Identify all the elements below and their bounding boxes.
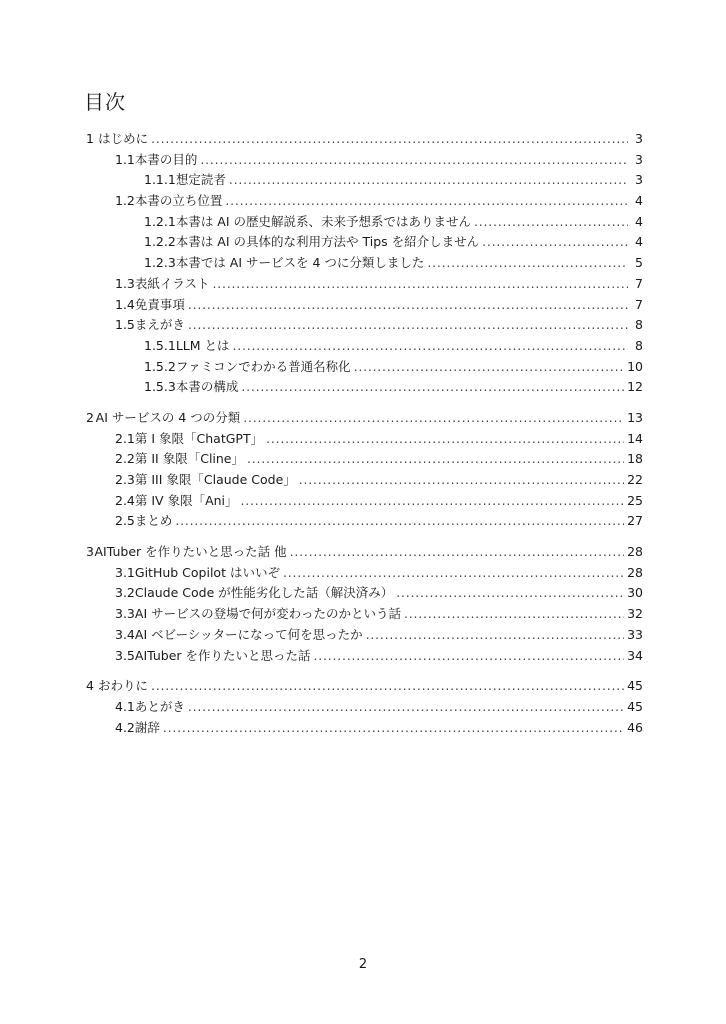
toc-entry-title: 本書の目的 [134, 151, 198, 167]
toc-entry-title: 謝辞 [134, 719, 160, 735]
toc-entry-number: 4.2 [115, 719, 135, 735]
toc-leader-dots [482, 232, 628, 253]
toc-entry-title: 免責事項 [134, 296, 185, 312]
toc-leader-dots [225, 191, 628, 212]
toc-entry[interactable] [86, 377, 643, 398]
toc-entry-title: 第 IV 象限「Ani」 [134, 492, 238, 508]
toc-leader-dots [283, 563, 624, 584]
toc-leader-dots [151, 676, 624, 697]
toc-entry-title: 想定読者 [175, 172, 226, 188]
toc-leader-dots [354, 357, 625, 378]
toc-entry[interactable] [86, 357, 643, 378]
toc-leader-dots [241, 377, 624, 398]
toc-entry-number: 1.2.3 [144, 255, 176, 271]
toc-leader-dots [314, 646, 625, 667]
toc-entry-page: 3 [635, 172, 643, 188]
toc-leader-dots [163, 718, 624, 739]
toc-entry-number: 1 [86, 131, 94, 146]
toc-entry-page: 25 [627, 492, 643, 508]
toc-entry-page: 3 [635, 131, 643, 146]
toc-entry-number: 1.5.1 [144, 337, 176, 353]
table-of-contents [86, 129, 643, 738]
toc-entry-page: 33 [627, 626, 643, 642]
toc-entry[interactable] [86, 274, 643, 295]
toc-entry-title: まとめ [134, 513, 173, 529]
toc-entry[interactable] [86, 429, 643, 450]
toc-entry-page: 45 [627, 678, 643, 694]
toc-leader-dots [188, 315, 628, 336]
toc-entry-title: 本書の立ち位置 [134, 193, 223, 209]
toc-entry[interactable] [86, 253, 643, 274]
toc-entry-title: AI サービスの登場で何が変わったのかという話 [134, 606, 401, 622]
toc-leader-dots [290, 542, 624, 563]
toc-entry-page: 46 [627, 719, 643, 735]
toc-entry[interactable] [86, 542, 643, 563]
toc-entry-number: 1.1 [115, 151, 135, 167]
toc-entry-number: 1.2.1 [144, 213, 176, 229]
toc-entry[interactable] [86, 170, 643, 191]
toc-entry-number: 1.1.1 [144, 172, 176, 188]
toc-entry-number: 1.5.3 [144, 379, 176, 395]
toc-entry-number: 2.2 [115, 451, 135, 467]
toc-entry-number: 2 [86, 409, 94, 425]
toc-entry-page: 5 [635, 255, 643, 271]
toc-entry[interactable] [86, 563, 643, 584]
toc-entry-title: ファミコンでわかる普通名称化 [175, 358, 351, 374]
toc-leader-dots [188, 295, 628, 316]
toc-entry[interactable] [86, 625, 643, 646]
toc-entry-title: LLM とは [175, 337, 230, 353]
toc-entry-page: 22 [627, 472, 643, 487]
toc-entry-page: 14 [627, 430, 643, 446]
toc-entry-number: 1.2.2 [144, 234, 176, 250]
toc-entry-title: AI ベビーシッターになって何を思ったか [134, 626, 363, 642]
toc-entry-number: 1.5.2 [144, 358, 176, 374]
toc-entry-number: 1.4 [115, 296, 135, 312]
toc-entry-number: 2.5 [115, 513, 135, 529]
toc-entry-page: 12 [627, 379, 643, 395]
toc-entry-page: 27 [627, 513, 643, 529]
toc-entry-title: あとがき [134, 698, 185, 714]
toc-leader-dots [213, 274, 628, 295]
toc-entry[interactable] [86, 212, 643, 233]
toc-entry-title: おわりに [98, 678, 149, 694]
toc-leader-dots [366, 625, 624, 646]
toc-entry-number: 3 [86, 544, 94, 560]
toc-entry-number: 4 [86, 678, 94, 694]
toc-entry-page: 4 [635, 193, 643, 209]
page-number: 2 [358, 957, 368, 972]
toc-entry-page: 7 [635, 296, 643, 312]
toc-entry-number: 3.1 [115, 564, 135, 580]
toc-entry-title: AITuber を作りたいと思った話 [134, 647, 311, 663]
toc-entry-page: 8 [635, 317, 643, 333]
toc-entry[interactable] [86, 718, 643, 739]
toc-entry-number: 2.4 [115, 492, 135, 508]
toc-entry-number: 4.1 [115, 698, 135, 714]
toc-entry-page: 28 [627, 544, 643, 560]
toc-entry-number: 3.5 [115, 647, 135, 663]
toc-entry[interactable] [86, 232, 643, 253]
toc-entry-title: 第 II 象限「Cline」 [134, 451, 244, 467]
toc-entry[interactable] [86, 408, 643, 429]
toc-entry-title: 本書の構成 [175, 379, 239, 395]
toc-entry-title: GitHub Copilot はいいぞ [134, 564, 280, 580]
toc-entry-number: 1.5 [115, 317, 135, 333]
toc-leader-dots [188, 697, 624, 718]
toc-entry-title: 本書は AI の歴史解説系、未来予想系ではありません [175, 213, 471, 229]
toc-entry[interactable] [86, 470, 643, 491]
toc-entry[interactable] [86, 449, 643, 470]
toc-leader-dots [299, 470, 624, 491]
toc-entry-page: 18 [627, 451, 643, 467]
toc-entry-page: 4 [635, 213, 643, 229]
toc-entry[interactable] [86, 315, 643, 336]
toc-entry-page: 4 [635, 234, 643, 250]
toc-entry-page: 34 [627, 647, 643, 663]
toc-leader-dots [175, 511, 624, 532]
toc-entry[interactable] [86, 604, 643, 625]
toc-entry[interactable] [86, 336, 643, 357]
toc-entry[interactable] [86, 191, 643, 212]
toc-entry[interactable] [86, 150, 643, 171]
toc-entry[interactable] [86, 583, 643, 604]
toc-entry-title: Claude Code が性能劣化した話（解決済み） [134, 585, 394, 601]
toc-entry-page: 8 [635, 337, 643, 353]
toc-leader-dots [229, 170, 628, 191]
toc-entry-page: 28 [627, 564, 643, 580]
toc-entry[interactable] [86, 129, 643, 150]
toc-entry-page: 10 [627, 358, 643, 374]
toc-entry-title: まえがき [134, 317, 185, 333]
toc-entry-number: 3.2 [115, 585, 135, 601]
toc-entry[interactable] [86, 295, 643, 316]
toc-entry-number: 2.3 [115, 472, 135, 487]
toc-entry-page: 3 [635, 151, 643, 167]
toc-entry[interactable] [86, 646, 643, 667]
toc-entry-number: 3.4 [115, 626, 135, 642]
toc-entry-title: 表紙イラスト [134, 275, 210, 291]
toc-leader-dots [396, 583, 624, 604]
toc-leader-dots [241, 491, 625, 512]
toc-entry-page: 7 [635, 275, 643, 291]
toc-entry[interactable] [86, 697, 643, 718]
toc-entry-number: 1.2 [115, 193, 135, 209]
toc-entry-title: 本書は AI の具体的な利用方法や Tips を紹介しません [175, 234, 480, 250]
toc-leader-dots [233, 336, 629, 357]
toc-leader-dots [247, 449, 624, 470]
toc-entry-page: 13 [627, 409, 643, 425]
toc-leader-dots [404, 604, 624, 625]
toc-leader-dots [200, 150, 628, 171]
toc-entry-title: はじめに [98, 131, 149, 146]
toc-entry[interactable] [86, 511, 643, 532]
toc-entry-title: 本書では AI サービスを 4 つに分類しました [175, 255, 425, 271]
page-title: 目次 [84, 90, 126, 114]
toc-entry-number: 3.3 [115, 606, 135, 622]
toc-entry-title: 第 III 象限「Claude Code」 [134, 472, 296, 487]
toc-entry-page: 30 [627, 585, 643, 601]
toc-entry[interactable] [86, 676, 643, 697]
toc-entry-title: 第 I 象限「ChatGPT」 [134, 430, 264, 446]
toc-entry-number: 2.1 [115, 430, 135, 446]
toc-leader-dots [474, 212, 628, 233]
toc-leader-dots [243, 408, 624, 429]
toc-entry-page: 32 [627, 606, 643, 622]
toc-entry-page: 45 [627, 698, 643, 714]
toc-entry-number: 1.3 [115, 275, 135, 291]
toc-entry-title: AI サービスの 4 つの分類 [95, 409, 241, 425]
toc-entry-title: AITuber を作りたいと思った話 他 [94, 544, 287, 560]
toc-leader-dots [151, 129, 628, 150]
toc-entry[interactable] [86, 491, 643, 512]
toc-leader-dots [266, 429, 624, 450]
toc-leader-dots [427, 253, 628, 274]
